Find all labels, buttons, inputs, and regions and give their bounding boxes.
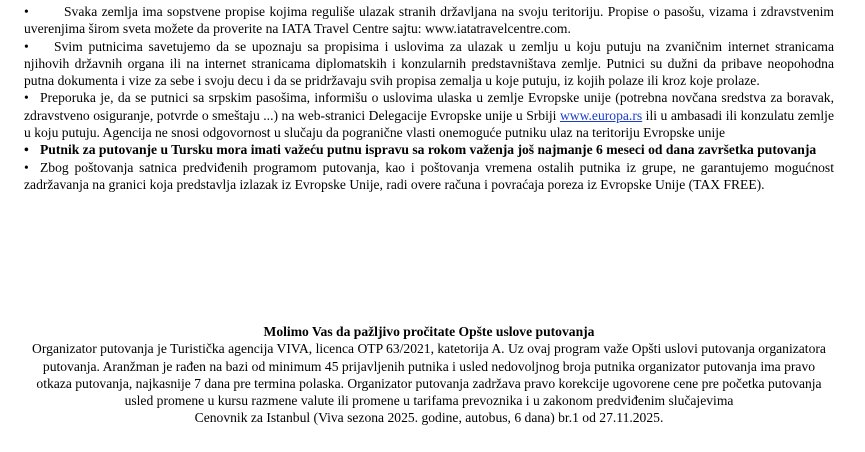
- document-body: [24, 3, 834, 193]
- bullet-text-before-link: Preporuka je, da se putnici sa srpskim pasošima, informišu o uslovima ulaska u zemlje Evropske unije (potrebna novčana sredstva za boravak, zdravstveno osiguranje, potvrde o smeštaju ...) na web-stranici Delegacije Evropske unije u Srbiji: [24, 90, 834, 123]
- bullet-icon: •: [24, 159, 29, 175]
- bullet-text-after-link: ili u ambasadi ili konzulatu zemlje u koju putuju. Agencija ne snosi odgovornost u slučaju da pogranične vlasti onemoguće putniku ulaz na teritoriju Evropske unije: [24, 107, 834, 141]
- bullet-item-eu-recommendation: [24, 89, 834, 141]
- bullet-item-travel-documents: [24, 38, 834, 90]
- bullet-icon: •: [24, 38, 29, 54]
- bullet-icon: •: [24, 90, 29, 106]
- general-conditions-section: [24, 323, 834, 427]
- bullet-text: Svim putnicima savetujemo da se upoznaju sa propisima i uslovima za ulazak u zemlju u koju putuju na zvaničnim internet stranicama njihovih državnih organa ili na internet stranicama diplomatskih i konzularnih predstavništava zemlje. Putnici su dužni da pribave neopohodna putna dokumenta i vize za sebe i svoju decu i da se pridržavaju svih propisa zemalja u koje putuju, iz kojih polaze ili kroz koje prolaze.: [24, 38, 834, 89]
- bullet-text: Zbog poštovanja satnica predviđenih programom putovanja, kao i poštovanja vremena ostalih putnika iz grupe, ne garantujemo mogućnost zadržavanja na granici koja predstavlja izlazak iz Evropske Unije, radi overe računa i povraćaja poreza iz Evropske Unije (TAX FREE).: [24, 159, 834, 192]
- section-title: Molimo Vas da pažljivo pročitate Opšte uslove putovanja: [263, 324, 595, 339]
- section-body: Organizator putovanja je Turistička agencija VIVA, licenca OTP 63/2021, katetorija A. Uz ovaj program važe Opšti uslovi putovanja organizatora putovanja. Aranžman je rađen na bazi od minimum 45 prijavljenih putnika i usled nedovoljnog broja putnika organizator putovanja ima pravo otkaza putovanja, najkasnije 7 dana pre termina polaska. Organizator putovanja zadržava pravo korekcije ugovorene cene pre početka putovanja usled promene u kursu razmene valute ili promene u tarifama prevoznika i u zakonom predviđenim slučajevima: [32, 341, 826, 409]
- bullet-item-tax-free: [24, 159, 834, 194]
- bullet-item-turkey-passport: [24, 141, 834, 158]
- bullet-icon: •: [24, 142, 29, 158]
- price-list-reference: Cenovnik za Istanbul (Viva sezona 2025. godine, autobus, 6 dana) br.1 od 27.11.2025.: [194, 410, 664, 426]
- bullet-text: Svaka zemlja ima sopstvene propise kojima reguliše ulazak stranih državljana na svoju teritoriju. Propise o pasošu, vizama i zdravstvenim uverenjima širom sveta možete da proverite na IATA Travel Centre sajtu: www.iatatravelcentre.com.: [24, 4, 834, 37]
- bullet-item-entry-rules: [24, 3, 834, 38]
- bullet-icon: •: [24, 4, 29, 19]
- bullet-text: Putnik za putovanje u Tursku mora imati važeću putnu ispravu sa rokom važenja još najmanje 6 meseci od dana završetka putovanja: [40, 142, 817, 158]
- europa-link[interactable]: www.europa.rs: [559, 107, 643, 123]
